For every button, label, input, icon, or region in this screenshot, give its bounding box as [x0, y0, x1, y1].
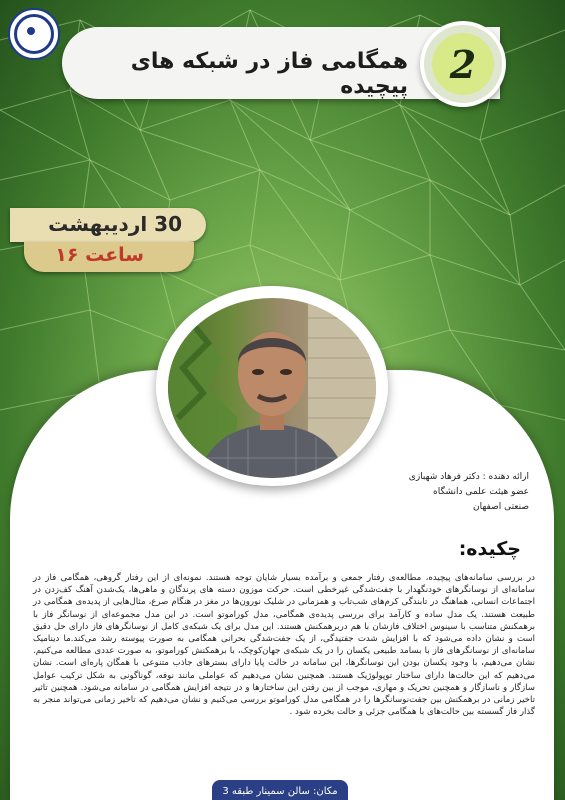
presenter-info [349, 470, 529, 515]
presenter-affiliation: صنعتی اصفهان [473, 502, 529, 512]
session-number-badge [420, 21, 506, 107]
title-banner [62, 27, 500, 99]
venue-label: مکان: سالن سمینار طبقه 3 [222, 785, 338, 797]
presenter-position: عضو هیئت علمی دانشگاه [433, 487, 529, 497]
talk-title: همگامی فاز در شبکه های پیچیده [130, 49, 408, 99]
talk-time: ساعت ۱۶ [55, 244, 144, 266]
date-banner [10, 208, 206, 242]
abstract-heading: چکیده: [458, 538, 521, 560]
presenter-photo [168, 298, 376, 478]
talk-date: 30 اردیبهشت [48, 212, 182, 236]
time-banner [24, 242, 194, 272]
university-logo-icon [8, 8, 60, 60]
presenter-name: ارائه دهنده : دکتر فرهاد شهبازی [408, 472, 529, 482]
venue-badge [212, 780, 348, 800]
abstract-body: در بررسی سامانه‌های پیچیده، مطالعه‌ی رفتار جمعی و برآمده بسیار شایان توجه هستند. نمونه‌ای از این رفتار گروهی، همگامی فاز در سامانه‌ای از نوسانگرهای خودنگهدار با جفت‌شدگی غیرخطی است. حرکت موزون دسته های پرندگان و ماهی‌ها، یک‌شدن آهنگ کف‌زدن در اجتماعات انسانی، هماهنگ در تابندگی کرم‌های شب‌تاب و همزمانی در شلیک نورون‌ها در مغز در هنگام صرع، مثال‌هایی از پدیده‌ی همگامی در طبیعت هستند. یک مدل ساده و کارآمد برای بررسی پدیده‌ی همگامی، مدل کوراموتو است. در این مدل مجموعه‌ای از نوسانگر فاز با برهمکنش متناسب با سینوس اختلاف فازشان با هم دربرهمکنش هستند. این مدل برای یک شبکه‌ی کامل از نوسانگرهای فاز دارای حل دقیق است و نشان داده می‌شود که با افزایش شدت جفتیدگی، از یک جفت‌شدگی بحرانی همگامی به صورت پیوسته رشد می‌کند.ما دینامیک سامانه‌ای از نوسانگرهای فاز با بسامد طبیعی یکسان را در یک شبکه‌ی جهان‌کوچک، با برهمکنش کوراموتو، به صورت عددی مطالعه می‌کنیم. نشان می‌دهیم، با وجود یکسان بودن این نوسانگرها، این سامانه در حالت پایا دارای بسترهای جاذب متنوعی با همگان پاره‌ای است. نشان می‌دهیم که این حالت‌ها دارای ساختار توپولوژیک هستند. همچنین نشان می‌دهیم که عواملی مانند نوفه، گوناگونی به شکل ترکیب عوامل سازگار و ناسازگار و همچنین تحریک و مهاری، موجب از بین رفتن این ساختارها و در نتیجه افزایش همگامی در سامانه می‌شود. همچنین تاثیر تاخیر زمانی در برهمکنش بین جفت‌نوسانگرها را در همگامی مدل کوراموتو بررسی می‌کنیم و نشان می‌دهیم که تاخیر زمانی می‌تواند منجر به گذار فاز گسسته بین حالت‌های با همگامی جزئی و حالت بخرده شود . [33, 573, 535, 718]
session-number: 2 [432, 33, 494, 95]
